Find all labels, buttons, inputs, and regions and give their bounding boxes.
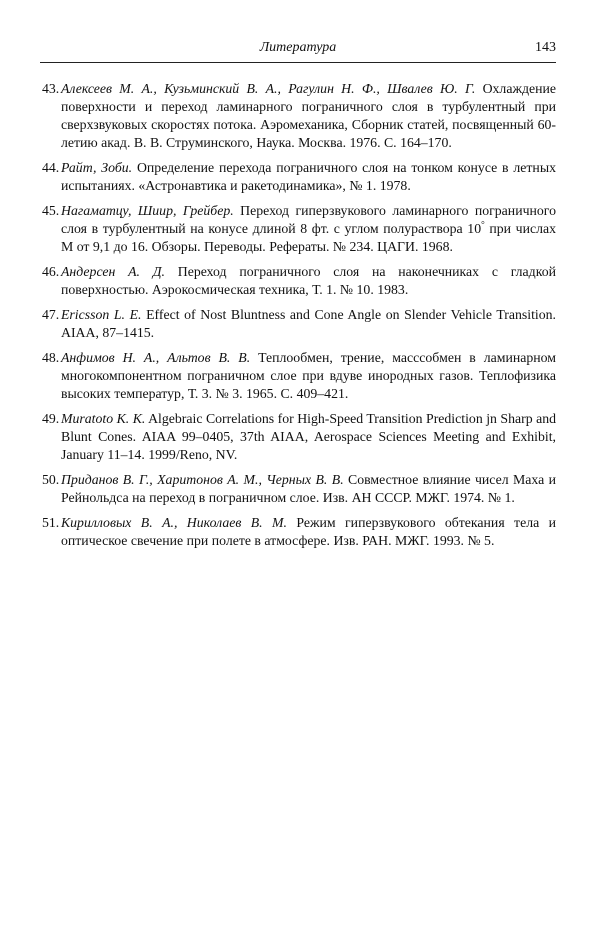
reference-authors: Райт, Зоби. xyxy=(61,160,133,175)
reference-authors: Анфимов Н. А., Альтов В. В. xyxy=(61,350,251,365)
reference-authors: Muratoto K. K. xyxy=(61,411,146,426)
reference-text: Теплообмен, трение, масссобмен в ламинарном многокомпонентном пограничном слое при вдуве инородных газов. Теплофизика высоких температур, Т. 3. № 3. 1965. С. 409–421. xyxy=(61,350,556,401)
reference-number: 43. xyxy=(42,81,60,96)
reference-text: при числах М от 9,1 до 16. Обзоры. Переводы. Рефераты. № 234. ЦАГИ. 1968. xyxy=(61,221,556,254)
reference-number: 48. xyxy=(42,350,60,365)
reference-text: Effect of Nost Bluntness and Cone Angle on Slender Vehicle Transition. AIAA, 87–1415. xyxy=(61,307,556,340)
reference-text: Охлаждение поверхности и переход ламинарного пограничного слоя в турбулентный при сверхзвуковых скоростях потока. Аэромеханика, Сборник статей, посвященный 60-летию акад. В. В. Струминского, Наука. Москва. 1976. С. 164–170. xyxy=(61,81,557,150)
reference-item xyxy=(42,410,556,464)
reference-text: Режим гиперзвукового обтекания тела и оптическое свечение при полете в атмосфере. Изв. РАН. МЖГ. 1993. № 5. xyxy=(61,515,556,548)
reference-authors: Ericsson L. E. xyxy=(61,307,142,322)
reference-text: Algebraic Correlations for High-Speed Transition Prediction jn Sharp and Blunt Cones. AIAA 99–0405, 37th AIAA, Aerospace Sciences Meeting and Exhibit, January 11–14. 1999/Reno, NV. xyxy=(61,411,556,462)
reference-number: 47. xyxy=(42,307,60,322)
header-rule xyxy=(40,62,556,63)
reference-item xyxy=(42,349,556,403)
reference-authors: Алексеев М. А., Кузьминский В. А., Рагулин Н. Ф., Швалев Ю. Г. xyxy=(61,81,476,96)
reference-text: Переход пограничного слоя на наконечниках с гладкой поверхностью. Аэрокосмическая техника, Т. 1. № 10. 1983. xyxy=(61,264,556,297)
reference-item xyxy=(42,263,556,299)
reference-number: 49. xyxy=(42,411,60,426)
reference-number: 45. xyxy=(42,203,60,218)
running-header xyxy=(40,40,556,58)
reference-item xyxy=(42,159,556,195)
reference-text: Совместное влияние чисел Маха и Рейнольдса на переход в пограничном слое. Изв. АН СССР. МЖГ. 1974. № 1. xyxy=(61,472,556,505)
reference-text: Переход гиперзвукового ламинарного пограничного слоя в турбулентный на конусе длиной 8 фт. с углом полураствора 10 xyxy=(61,203,557,236)
reference-item xyxy=(42,202,556,256)
reference-list xyxy=(42,80,556,557)
reference-item xyxy=(42,80,556,152)
reference-text: Определение перехода пограничного слоя на тонком конусе в летных испытаниях. «Астронавтика и ракетодинамика», № 1. 1978. xyxy=(61,160,556,193)
reference-number: 51. xyxy=(42,515,60,530)
reference-authors: Кирилловых В. А., Николаев В. М. xyxy=(61,515,287,530)
reference-authors: Нагаматцу, Шиир, Грейбер. xyxy=(61,203,234,218)
reference-item xyxy=(42,306,556,342)
degree-sign: ° xyxy=(481,219,485,230)
reference-number: 44. xyxy=(42,160,60,175)
reference-item xyxy=(42,471,556,507)
page-number: 143 xyxy=(535,40,556,55)
reference-authors: Приданов В. Г., Харитонов А. М., Черных В. В. xyxy=(61,472,344,487)
reference-number: 46. xyxy=(42,264,60,279)
running-header-title: Литература xyxy=(259,40,337,55)
reference-item xyxy=(42,514,556,550)
reference-number: 50. xyxy=(42,472,60,487)
reference-authors: Андерсен А. Д. xyxy=(61,264,165,279)
